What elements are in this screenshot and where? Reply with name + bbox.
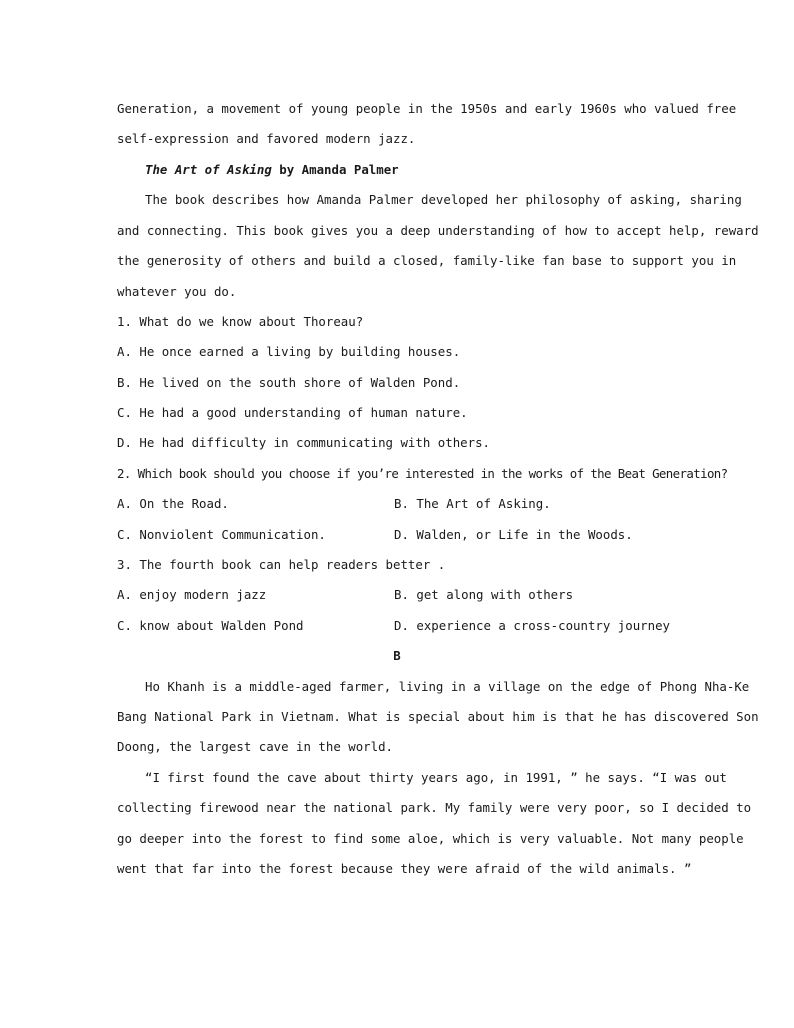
question-stem: 2. Which book should you choose if you’re interested in the works of the Beat Generation? xyxy=(117,466,728,481)
option-text: B. He lived on the south shore of Walden Pond. xyxy=(117,375,461,390)
passage-text: self-expression and favored modern jazz. xyxy=(117,131,416,146)
option-text: C. He had a good understanding of human nature. xyxy=(117,405,468,420)
passage-text: went that far into the forest because they were afraid of the wild animals. ” xyxy=(117,861,692,876)
passage-text: Doong, the largest cave in the world. xyxy=(117,739,394,754)
section-heading: B xyxy=(393,648,401,663)
passage-text: the generosity of others and build a closed, family-like fan base to support you in xyxy=(117,253,737,268)
option-text: C. Nonviolent Communication. xyxy=(117,527,326,542)
book-author: by Amanda Palmer xyxy=(271,162,399,177)
passage-text: The book describes how Amanda Palmer developed her philosophy of asking, sharing xyxy=(145,192,742,207)
option-row xyxy=(117,587,679,603)
option-row xyxy=(117,496,679,512)
passage-text: and connecting. This book gives you a deep understanding of how to accept help, reward xyxy=(117,223,759,238)
option-text: B. The Art of Asking. xyxy=(394,496,551,511)
option-row xyxy=(117,527,679,543)
passage-text: whatever you do. xyxy=(117,284,237,299)
passage-text: go deeper into the forest to find some aloe, which is very valuable. Not many people xyxy=(117,831,744,846)
option-text: A. He once earned a living by building houses. xyxy=(117,344,461,359)
book-heading xyxy=(145,162,679,178)
option-text: A. enjoy modern jazz xyxy=(117,587,267,602)
passage-text: Ho Khanh is a middle-aged farmer, living in a village on the edge of Phong Nha-Ke xyxy=(145,679,750,694)
passage-text: Generation, a movement of young people in the 1950s and early 1960s who valued free xyxy=(117,101,737,116)
option-text: D. He had difficulty in communicating with others. xyxy=(117,435,490,450)
book-title: The Art of Asking xyxy=(145,162,272,177)
question-stem: 1. What do we know about Thoreau? xyxy=(117,314,364,329)
option-text: D. Walden, or Life in the Woods. xyxy=(394,527,633,542)
passage-text: Bang National Park in Vietnam. What is special about him is that he has discovered Son xyxy=(117,709,759,724)
passage-text: collecting firewood near the national park. My family were very poor, so I decided to xyxy=(117,800,752,815)
passage-text: “I first found the cave about thirty years ago, in 1991, ” he says. “I was out xyxy=(145,770,727,785)
option-row xyxy=(117,618,679,634)
option-text: C. know about Walden Pond xyxy=(117,618,304,633)
option-text: A. On the Road. xyxy=(117,496,229,511)
question-stem: 3. The fourth book can help readers better . xyxy=(117,557,446,572)
option-text: D. experience a cross-country journey xyxy=(394,618,671,633)
option-text: B. get along with others xyxy=(394,587,574,602)
